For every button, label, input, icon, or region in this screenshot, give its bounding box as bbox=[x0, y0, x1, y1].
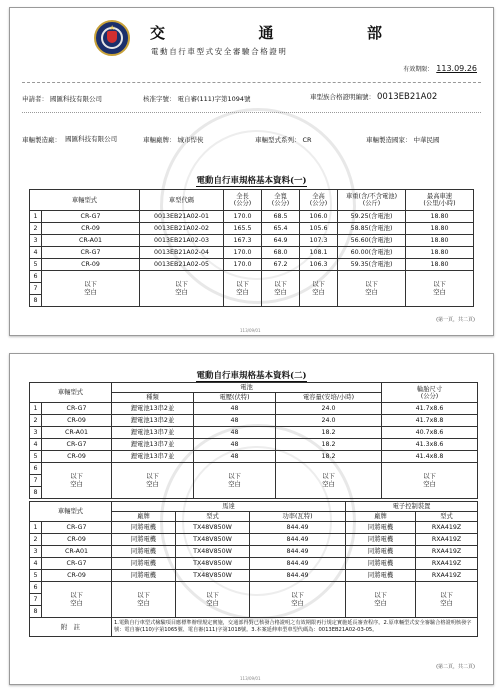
row-number: 6 bbox=[30, 463, 42, 475]
motor-brand-cell: 同將電機 bbox=[112, 534, 176, 546]
tire-size-cell: 41.7x8.8 bbox=[382, 415, 478, 427]
height-cell: 108.1 bbox=[300, 247, 338, 259]
model-cell: CR-G7 bbox=[42, 403, 112, 415]
height-cell: 107.3 bbox=[300, 235, 338, 247]
model-cell: CR-G7 bbox=[42, 247, 140, 259]
speed-cell: 18.80 bbox=[406, 211, 474, 223]
row-number: 7 bbox=[30, 475, 42, 487]
manufacturer-field: 車輛製造廠： 國匯科技有限公司 bbox=[22, 135, 118, 144]
blank-cell: 以下 空白 bbox=[176, 582, 250, 618]
speed-cell: 18.80 bbox=[406, 259, 474, 271]
blank-cell: 以下 空白 bbox=[300, 271, 338, 307]
row-number: 3 bbox=[30, 235, 42, 247]
country-field: 車輛製造國家： 中華民國 bbox=[366, 136, 440, 144]
controller-type-cell: RXA419Z bbox=[416, 570, 478, 582]
voltage-cell: 48 bbox=[194, 427, 276, 439]
width-cell: 64.9 bbox=[262, 235, 300, 247]
model-cell: CR-09 bbox=[42, 451, 112, 463]
table-row bbox=[30, 570, 478, 582]
row-number: 7 bbox=[30, 283, 42, 295]
length-cell: 167.3 bbox=[224, 235, 262, 247]
brand-field: 車輛廠牌： 城市悍俠 bbox=[143, 136, 204, 144]
blank-row bbox=[30, 271, 474, 283]
motor-brand-cell: 同將電機 bbox=[112, 546, 176, 558]
capacity-cell: 24.0 bbox=[276, 403, 382, 415]
weight-cell: 59.25(含電池) bbox=[338, 211, 406, 223]
blank-cell: 以下 空白 bbox=[140, 271, 224, 307]
code-cell: 0013EB21A02-01 bbox=[140, 211, 224, 223]
model-cell: CR-09 bbox=[42, 223, 140, 235]
blank-cell: 以下 空白 bbox=[42, 271, 140, 307]
power-cell: 844.49 bbox=[250, 522, 346, 534]
applicant-field: 申請者： 國匯科技有限公司 bbox=[22, 95, 102, 103]
row-number: 4 bbox=[30, 247, 42, 259]
model-cell: CR-A01 bbox=[42, 235, 140, 247]
voltage-cell: 48 bbox=[194, 403, 276, 415]
series-field: 車輛型式系列： CR bbox=[255, 136, 312, 144]
row-number: 5 bbox=[30, 570, 42, 582]
ministry-emblem-icon: ★ bbox=[94, 20, 130, 56]
controller-brand-cell: 同將電機 bbox=[346, 546, 416, 558]
motor-brand-cell: 同將電機 bbox=[112, 570, 176, 582]
row-number: 6 bbox=[30, 271, 42, 283]
tire-size-cell: 41.7x8.6 bbox=[382, 403, 478, 415]
blank-cell: 以下 空白 bbox=[338, 271, 406, 307]
page-indicator: (第一頁，共二頁) bbox=[436, 317, 475, 323]
model-cell: CR-G7 bbox=[42, 558, 112, 570]
controller-brand-cell: 同將電機 bbox=[346, 570, 416, 582]
note-row: 附 註 1.電動自行車型式檢驗項目應標準辦理規定實施，交通部得對已核發合格證明之有效期限再行規定實施延長審查程序。2.原車輛型式安全審驗合格證明核發字號：電自審(110)字第1065號、電自審(111)字第1018號。3.本案延伸車型車型代碼為：0013EB21A02-03-05。 bbox=[30, 618, 478, 637]
height-cell: 106.3 bbox=[300, 259, 338, 271]
code-cell: 0013EB21A02-05 bbox=[140, 259, 224, 271]
controller-brand-cell: 同將電機 bbox=[346, 558, 416, 570]
table-row bbox=[30, 223, 474, 235]
tire-size-cell: 41.4x8.8 bbox=[382, 451, 478, 463]
motor-type-cell: TX48V850W bbox=[176, 534, 250, 546]
code-cell: 0013EB21A02-03 bbox=[140, 235, 224, 247]
row-number: 1 bbox=[30, 403, 42, 415]
table-row bbox=[30, 451, 478, 463]
row-number: 5 bbox=[30, 259, 42, 271]
row-number: 5 bbox=[30, 451, 42, 463]
motor-type-cell: TX48V850W bbox=[176, 558, 250, 570]
ministry-title: 交 通 部 bbox=[150, 24, 382, 42]
blank-row bbox=[30, 582, 478, 594]
spec-table-title-2: 電動自行車規格基本資料(二) bbox=[196, 371, 307, 381]
row-number: 1 bbox=[30, 522, 42, 534]
row-number: 1 bbox=[30, 211, 42, 223]
model-cell: CR-09 bbox=[42, 259, 140, 271]
blank-cell: 以下 空白 bbox=[416, 582, 478, 618]
voltage-cell: 48 bbox=[194, 415, 276, 427]
capacity-cell: 24.0 bbox=[276, 415, 382, 427]
blank-cell: 以下 空白 bbox=[406, 271, 474, 307]
table-row bbox=[30, 522, 478, 534]
model-cell: CR-G7 bbox=[42, 522, 112, 534]
blank-cell: 以下 空白 bbox=[112, 463, 194, 499]
blank-cell: 以下 空白 bbox=[346, 582, 416, 618]
row-number: 2 bbox=[30, 223, 42, 235]
row-number: 7 bbox=[30, 594, 42, 606]
controller-type-cell: RXA419Z bbox=[416, 546, 478, 558]
controller-type-cell: RXA419Z bbox=[416, 522, 478, 534]
motor-brand-cell: 同將電機 bbox=[112, 522, 176, 534]
row-number: 3 bbox=[30, 546, 42, 558]
table-row bbox=[30, 211, 474, 223]
weight-cell: 56.60(含電池) bbox=[338, 235, 406, 247]
blank-cell: 以下 空白 bbox=[262, 271, 300, 307]
certificate-page-1 bbox=[9, 7, 494, 336]
width-cell: 65.4 bbox=[262, 223, 300, 235]
height-cell: 106.0 bbox=[300, 211, 338, 223]
capacity-cell: 18.2 bbox=[276, 427, 382, 439]
footer-code: 113/09/01 bbox=[240, 328, 261, 333]
table-row bbox=[30, 259, 474, 271]
length-cell: 170.0 bbox=[224, 211, 262, 223]
blank-cell: 以下 空白 bbox=[250, 582, 346, 618]
motor-controller-table: 車輛型式 馬達 電子控制裝置 廠牌 型式 功率(瓦特) 廠牌 型式 1 CR-G7 同將電機 TX48V850W 844.49 同將電機 RXA419Z 2 CR-09 同將電機 TX48V850W 844.49 同將電機 RXA419Z 3 CR-A01 同將電機 TX48V850W 844.49 同將電機 RXA419Z 4 CR-G7 同將電機 TX48V850W 844.49 同將電機 RXA419Z 5 CR-09 同將電機 TX48V850W 844.49 同將電機 RXA419Z 6 以下 空白 以下 空白 以下 空白 以下 空白 以下 空白 以下 空白 7 8 附 註 1.電動自行車型式檢驗項目應標準辦理規定實施，交通部得對已核發合格證明之有效期限再行規定實施延長審查程序。2.原車輛型式安全審驗合格證明核發字號：電自審(110)字第1065號、電自審(111)字第1018號。3.本案延伸車型車型代碼為：0013EB21A02-03-05。 bbox=[29, 501, 478, 637]
battery-type-cell: 鋰電池13串7並 bbox=[112, 451, 194, 463]
speed-cell: 18.80 bbox=[406, 247, 474, 259]
table-row bbox=[30, 439, 478, 451]
battery-type-cell: 鋰電池13串2並 bbox=[112, 415, 194, 427]
model-cell: CR-09 bbox=[42, 570, 112, 582]
table-row bbox=[30, 403, 478, 415]
width-cell: 68.5 bbox=[262, 211, 300, 223]
row-number: 2 bbox=[30, 534, 42, 546]
power-cell: 844.49 bbox=[250, 534, 346, 546]
weight-cell: 58.85(含電池) bbox=[338, 223, 406, 235]
footer-code: 113/09/01 bbox=[240, 676, 261, 681]
table-row bbox=[30, 558, 478, 570]
table-row bbox=[30, 546, 478, 558]
length-cell: 170.0 bbox=[224, 247, 262, 259]
voltage-cell: 48 bbox=[194, 439, 276, 451]
row-number: 4 bbox=[30, 439, 42, 451]
table-row bbox=[30, 427, 478, 439]
blank-cell: 以下 空白 bbox=[112, 582, 176, 618]
power-cell: 844.49 bbox=[250, 558, 346, 570]
approval-number-field: 核准字號： 電自審(111)字第1094號 bbox=[143, 95, 251, 103]
code-cell: 0013EB21A02-02 bbox=[140, 223, 224, 235]
row-number: 3 bbox=[30, 427, 42, 439]
validity-period: 有效期限： 113.09.26 bbox=[403, 64, 477, 73]
battery-type-cell: 鋰電池13串7並 bbox=[112, 427, 194, 439]
capacity-cell: 18.2 bbox=[276, 439, 382, 451]
row-number: 8 bbox=[30, 487, 42, 499]
motor-type-cell: TX48V850W bbox=[176, 522, 250, 534]
table-row bbox=[30, 415, 478, 427]
controller-type-cell: RXA419Z bbox=[416, 558, 478, 570]
blank-cell: 以下 空白 bbox=[42, 582, 112, 618]
blank-cell: 以下 空白 bbox=[276, 463, 382, 499]
battery-type-cell: 鋰電池13串7並 bbox=[112, 439, 194, 451]
code-cell: 0013EB21A02-04 bbox=[140, 247, 224, 259]
model-cell: CR-A01 bbox=[42, 546, 112, 558]
power-cell: 844.49 bbox=[250, 546, 346, 558]
row-number: 8 bbox=[30, 295, 42, 307]
blank-cell: 以下 空白 bbox=[382, 463, 478, 499]
table-row bbox=[30, 247, 474, 259]
length-cell: 165.5 bbox=[224, 223, 262, 235]
divider bbox=[22, 112, 481, 113]
spec-table-title: 電動自行車規格基本資料(一) bbox=[196, 176, 307, 186]
blank-cell: 以下 空白 bbox=[194, 463, 276, 499]
speed-cell: 18.80 bbox=[406, 223, 474, 235]
divider bbox=[22, 82, 481, 83]
row-number: 2 bbox=[30, 415, 42, 427]
model-cell: CR-09 bbox=[42, 415, 112, 427]
certificate-subtitle: 電動自行車型式安全審驗合格證明 bbox=[151, 47, 288, 56]
controller-brand-cell: 同將電機 bbox=[346, 522, 416, 534]
model-cell: CR-A01 bbox=[42, 427, 112, 439]
page-indicator: (第二頁，共二頁) bbox=[436, 664, 475, 670]
height-cell: 105.6 bbox=[300, 223, 338, 235]
weight-cell: 59.35(含電池) bbox=[338, 259, 406, 271]
voltage-cell: 48 bbox=[194, 451, 276, 463]
table-row bbox=[30, 534, 478, 546]
tire-size-cell: 40.7x8.6 bbox=[382, 427, 478, 439]
tire-size-cell: 41.3x8.6 bbox=[382, 439, 478, 451]
model-cell: CR-G7 bbox=[42, 439, 112, 451]
blank-row bbox=[30, 463, 478, 475]
certificate-number-field: 車型族合格證明編號： 0013EB21A02 bbox=[310, 92, 438, 102]
battery-type-cell: 鋰電池13串2並 bbox=[112, 403, 194, 415]
blank-cell: 以下 空白 bbox=[42, 463, 112, 499]
table-header-row: 車輛型式 車型代碼 全長 (公分) 全寬 (公分) 全高 (公分) 車重(含/不含電池) (公斤) 最高車速 (公里/小時) bbox=[30, 190, 474, 211]
weight-cell: 60.00(含電池) bbox=[338, 247, 406, 259]
model-cell: CR-G7 bbox=[42, 211, 140, 223]
row-number: 8 bbox=[30, 606, 42, 618]
spec-table-1 bbox=[29, 189, 474, 307]
model-cell: CR-09 bbox=[42, 534, 112, 546]
certificate-page-2 bbox=[9, 353, 494, 685]
blank-cell: 以下 空白 bbox=[224, 271, 262, 307]
battery-tire-table: 車輛型式 電池 輪胎尺寸 (公分) 種類 電壓(伏特) 電容量(安培/小時) 1 CR-G7 鋰電池13串2並 48 24.0 41.7x8.6 2 CR-09 鋰電池13串2並 48 24.0 41.7x8.8 3 CR-A01 鋰電池13串7並 48 18.2 40.7x8.6 4 CR-G7 鋰電池13串7並 48 18.2 41.3x8.6 5 CR-09 鋰電池13串7並 48 18.2 41.4x8.8 6 以下 空白 以下 空白 以下 空白 以下 空白 以下 空白 7 8 bbox=[29, 382, 478, 499]
speed-cell: 18.80 bbox=[406, 235, 474, 247]
row-number: 6 bbox=[30, 582, 42, 594]
motor-type-cell: TX48V850W bbox=[176, 570, 250, 582]
table-row bbox=[30, 235, 474, 247]
width-cell: 68.0 bbox=[262, 247, 300, 259]
width-cell: 67.2 bbox=[262, 259, 300, 271]
power-cell: 844.49 bbox=[250, 570, 346, 582]
row-number: 4 bbox=[30, 558, 42, 570]
capacity-cell: 18.2 bbox=[276, 451, 382, 463]
motor-brand-cell: 同將電機 bbox=[112, 558, 176, 570]
controller-brand-cell: 同將電機 bbox=[346, 534, 416, 546]
controller-type-cell: RXA419Z bbox=[416, 534, 478, 546]
length-cell: 170.0 bbox=[224, 259, 262, 271]
motor-type-cell: TX48V850W bbox=[176, 546, 250, 558]
